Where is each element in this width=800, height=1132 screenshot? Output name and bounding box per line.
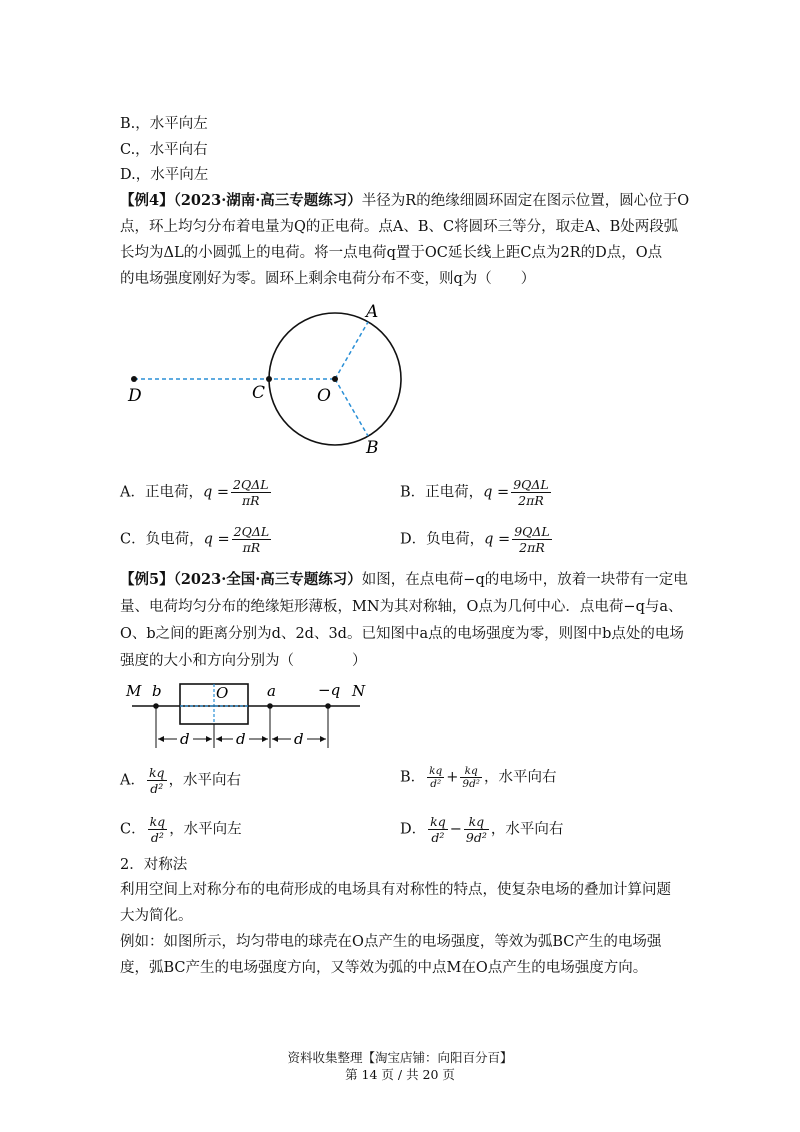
example-4-line-3: 长均为ΔL的小圆弧上的电荷。将一点电荷q置于OC延长线上距C点为2R的D点，O点 bbox=[120, 245, 663, 261]
point-d bbox=[131, 376, 137, 382]
ex5-option-d-num1: kq bbox=[430, 814, 446, 829]
ex4-option-c-lhs: q = bbox=[203, 531, 230, 548]
footer-page-number: 第 14 页 / 共 20 页 bbox=[345, 1067, 455, 1082]
ex5-option-a-label: A． bbox=[120, 772, 145, 789]
point-c bbox=[266, 376, 272, 382]
ex4-option-c-den: πR bbox=[242, 540, 261, 555]
label-b-point: b bbox=[152, 682, 162, 700]
ex4-option-b-lhs: q = bbox=[483, 484, 510, 501]
ex4-option-a-num: 2QΔL bbox=[233, 477, 269, 492]
dim-label-3: d bbox=[294, 730, 304, 748]
ex5-option-b bbox=[400, 765, 557, 790]
label-b: B bbox=[366, 438, 379, 458]
example-5-line-4: 强度的大小和方向分别为（ ） bbox=[120, 653, 367, 669]
example-4-line-4: 的电场强度刚好为零。圆环上剩余电荷分布不变，则q为（ ） bbox=[120, 271, 536, 287]
example-5-line-2: 量、电荷均匀分布的绝缘矩形薄板，MN为其对称轴，O点为几何中心．点电荷−q与a、 bbox=[120, 599, 683, 615]
ex4-option-a-lhs: q = bbox=[202, 484, 230, 501]
ex4-option-b-den: 2πR bbox=[518, 493, 544, 508]
ex5-option-d-dir: ，水平向右 bbox=[490, 821, 564, 838]
option-c: C.，水平向右 bbox=[120, 142, 208, 158]
ex5-option-c-dir: ，水平向左 bbox=[169, 821, 242, 838]
label-m: M bbox=[126, 682, 142, 700]
ex5-option-a-dir: ，水平向右 bbox=[168, 772, 242, 789]
label-c: C bbox=[252, 383, 266, 403]
section-heading: 2．对称法 bbox=[120, 857, 188, 873]
method-paragraph-2: 例如：如图所示，均匀带电的球壳在O点产生的电场强度，等效为弧BC产生的电场强度，弧BC产生的电场强度方向，又等效为弧的中点M在O点产生的电场强度方向。 bbox=[120, 934, 662, 976]
point-o bbox=[332, 376, 338, 382]
line-o-to-b bbox=[335, 379, 368, 436]
ex4-option-a-den: πR bbox=[241, 493, 260, 508]
example-5-line-3: O、b之间的距离分别为d、2d、3d。已知图中a点的电场强度为零，则图中b点处的电场 bbox=[120, 626, 684, 642]
ex5-option-b-label: B． bbox=[400, 769, 426, 786]
ex4-option-a-label: A．正电荷， bbox=[120, 484, 203, 501]
ex5-option-b-den1: d² bbox=[430, 778, 442, 790]
example-5-label: 【例5】 bbox=[120, 571, 174, 588]
ex5-option-d-num2: kq bbox=[464, 814, 489, 830]
example-5-line-1 bbox=[120, 570, 688, 590]
ex4-option-b bbox=[400, 477, 553, 508]
label-a-point: a bbox=[267, 682, 276, 700]
example-5-text-1: 如图，在点电荷−q的电场中，放着一块带有一定电 bbox=[361, 572, 688, 588]
plate-figure bbox=[120, 678, 380, 758]
ex5-option-b-op: + bbox=[446, 769, 459, 786]
example-4-line-1 bbox=[120, 191, 689, 211]
footer-source: 资料收集整理【淘宝店铺：向阳百分百】 bbox=[287, 1050, 513, 1065]
ex5-option-c-label: C． bbox=[120, 821, 146, 838]
ex5-option-a bbox=[120, 765, 241, 796]
ex5-option-b-num2: kq bbox=[460, 765, 482, 778]
ex5-option-c-num: kq bbox=[149, 814, 166, 829]
ex4-option-d-num: 9QΔL bbox=[514, 524, 550, 539]
option-d: D.，水平向左 bbox=[120, 167, 209, 183]
example-4-text-1: 半径为R的绝缘细圆环固定在图示位置，圆心位于O bbox=[361, 193, 690, 209]
ex4-option-d-lhs: q = bbox=[484, 531, 511, 548]
label-o-point: O bbox=[216, 684, 229, 702]
label-d: D bbox=[128, 386, 142, 406]
label-n: N bbox=[352, 682, 366, 700]
label-o: O bbox=[317, 386, 331, 406]
ex5-option-d-den2: 9d² bbox=[465, 830, 487, 845]
ex5-option-d bbox=[400, 814, 563, 845]
dim-label-1: d bbox=[180, 730, 190, 748]
ex4-option-b-num: 9QΔL bbox=[513, 477, 549, 492]
example-4-source: （2023·湖南·高三专题练习） bbox=[173, 192, 362, 209]
ex4-option-c bbox=[120, 524, 273, 555]
ring-figure bbox=[120, 295, 420, 465]
example-4-label: 【例4】 bbox=[120, 192, 174, 209]
ex4-option-d-label: D．负电荷， bbox=[400, 531, 485, 548]
ex5-option-d-op: − bbox=[449, 821, 462, 838]
ex4-option-c-label: C．负电荷， bbox=[120, 531, 204, 548]
option-b: B.，水平向左 bbox=[120, 116, 208, 132]
ex5-option-b-num1: kq bbox=[429, 765, 443, 777]
example-4-line-2: 点，环上均匀分布着电量为Q的正电荷。点A、B、C将圆环三等分，取走A、B处两段弧 bbox=[120, 219, 679, 235]
ex4-option-a bbox=[120, 477, 273, 508]
ex4-option-d-den: 2πR bbox=[519, 540, 545, 555]
ex4-option-b-label: B．正电荷， bbox=[400, 484, 484, 501]
method-paragraph-1: 利用空间上对称分布的电荷形成的电场具有对称性的特点，使复杂电场的叠加计算问题大为简化。 bbox=[120, 882, 671, 924]
ex5-option-b-den2: 9d² bbox=[462, 778, 481, 790]
label-a: A bbox=[366, 302, 379, 322]
ex5-option-c-den: d² bbox=[150, 830, 164, 845]
ex5-option-d-den1: d² bbox=[431, 830, 445, 845]
ex5-option-b-dir: ，水平向右 bbox=[484, 769, 557, 786]
ex4-option-d bbox=[400, 524, 554, 555]
label-charge: −q bbox=[318, 681, 341, 699]
example-5-source: （2023·全国·高三专题练习） bbox=[173, 571, 362, 588]
ex5-option-a-den: d² bbox=[150, 781, 164, 796]
ex5-option-a-num: kq bbox=[148, 765, 165, 780]
ex5-option-c bbox=[120, 814, 242, 845]
ex5-option-d-label: D． bbox=[400, 821, 427, 838]
dim-label-2: d bbox=[236, 730, 246, 748]
ex4-option-c-num: 2QΔL bbox=[233, 524, 270, 539]
line-o-to-a bbox=[335, 322, 368, 379]
